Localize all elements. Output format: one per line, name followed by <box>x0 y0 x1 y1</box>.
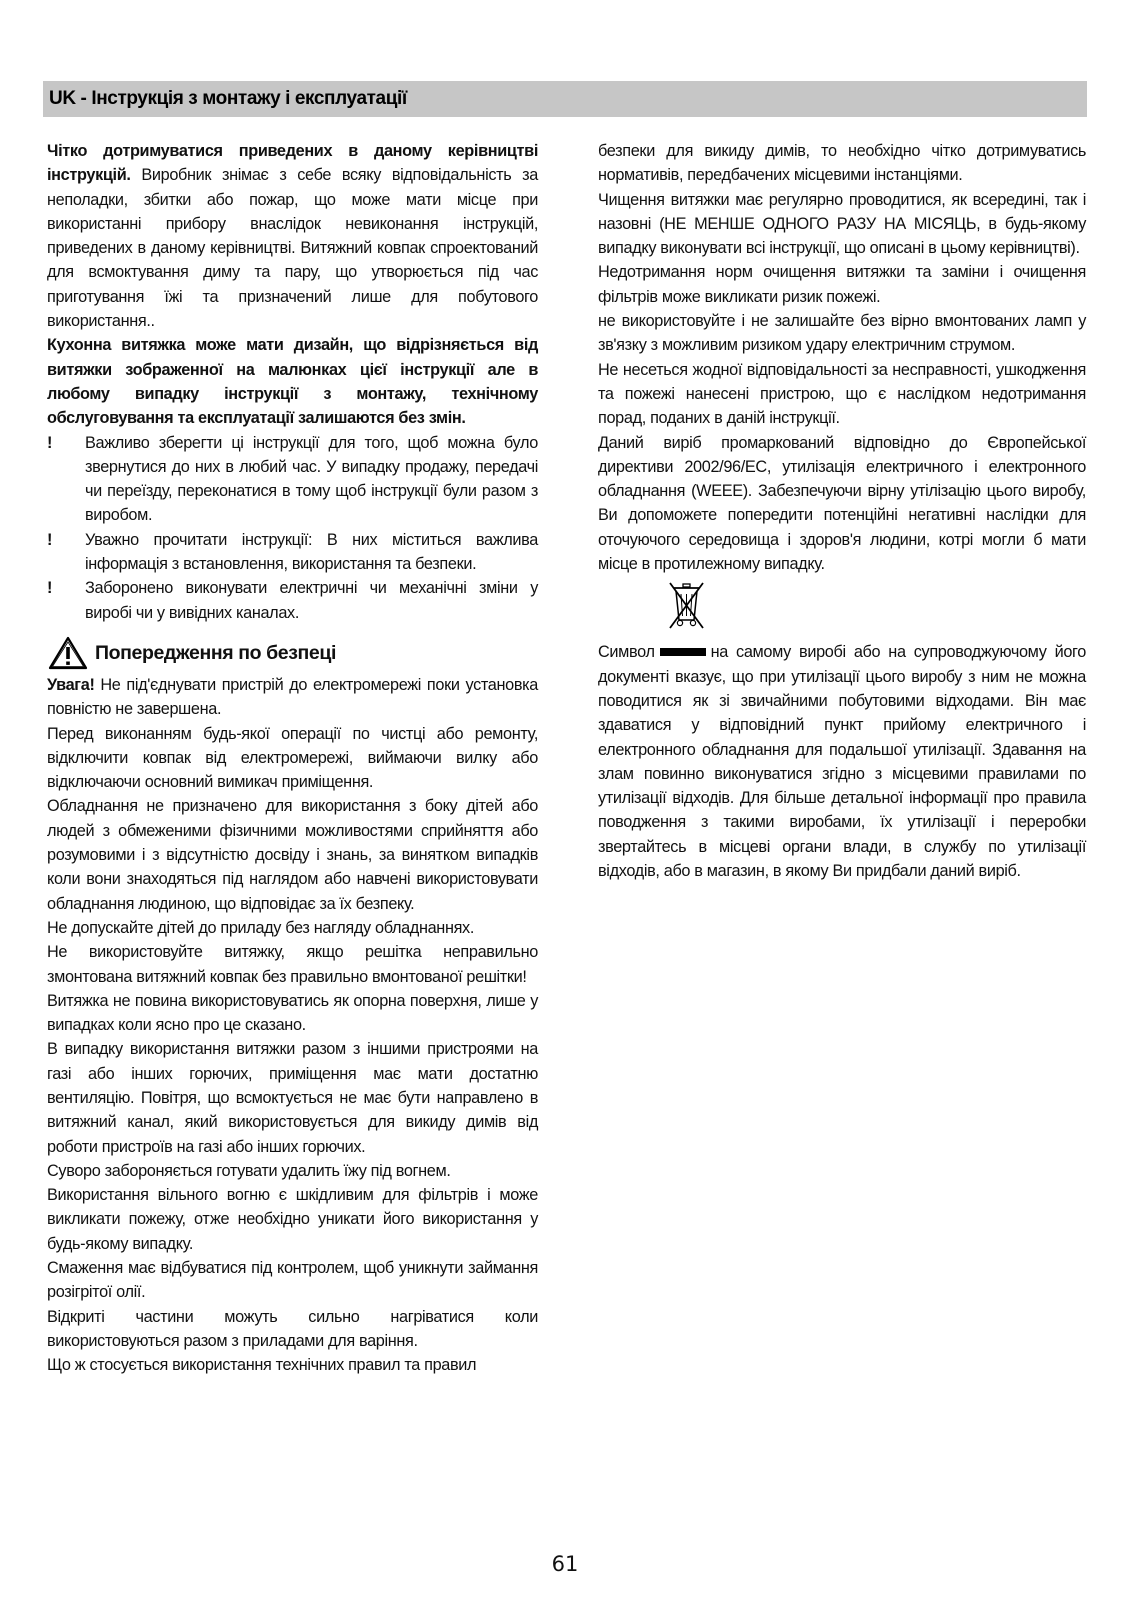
warning-label: Увага! <box>47 675 95 694</box>
paragraph: Обладнання не призначено для використання з боку дітей або людей з обмеженими фізичними можливостями сприйняття або розумовими і з відсутністю досвіду і знань, за винятком випадків коли вони знаходяться під наглядом або навчені використовувати обладнання людиною, що відповідає за їх безпеку. <box>47 797 538 913</box>
paragraph: Чищення витяжки має регулярно проводитися, як всередині, так і назовні (НЕ МЕНШЕ ОДНОГО РАЗУ НА МІСЯЦЬ, в будь-якому випадку виконувати всі інструкції, що описані в цьому керівництві). <box>598 190 1086 258</box>
right-column <box>598 139 1086 883</box>
paragraph: В випадку використання витяжки разом з іншими пристроями на газі або інших горючих, приміщення має мати достатню вентиляцію. Повітря, що всмоктується не має бути направлено в витяжний канал, який використовується для викиду димів від роботи пристроїв на газі або інших горючих. <box>47 1040 538 1156</box>
exclamation-mark: ! <box>47 530 53 549</box>
paragraph: Відкриті частини можуть сильно нагріватися коли використовуються разом з приладами для варіння. <box>47 1307 538 1350</box>
section-title: UK - Інструкція з монтажу і експлуатації <box>49 88 407 109</box>
left-column <box>47 139 538 1378</box>
paragraph: безпеки для викиду димів, то необхідно чітко дотримуватись нормативів, передбачених місцевими інстанціями. <box>598 142 1086 185</box>
bullet-text: Важливо зберегти ці інструкції для того, щоб можна було звернутися до них в любий час. У випадку продажу, передачі чи переїзду, переконатися в тому щоб інструкції були разом з виробом. <box>85 433 538 525</box>
paragraph: Витяжка не повина використовуватись як опорна поверхня, лише у випадках коли ясно про це сказано. <box>47 991 538 1035</box>
bullet-item <box>47 431 538 528</box>
symbol-word: Символ <box>598 643 655 662</box>
paragraph: Не використовуйте витяжку, якщо решітка неправильно змонтована витяжний ковпак без правильно вмонтованої решітки! <box>47 943 538 986</box>
safety-heading <box>47 634 538 672</box>
warning-text: Не під'єднувати пристрій до електромережі поки установка повністю не завершена. <box>47 675 538 719</box>
bullet-item <box>47 528 538 577</box>
paragraph: не використовуйте і не залишайте без вірно вмонтованих ламп у зв'язку з можливим ризиком удару електричним струмом. <box>598 312 1086 355</box>
paragraph: Перед виконанням будь-якої операції по чистці або ремонту, відключити ковпак від електромережі, виймаючи вилку або відключаючи основний вимикач приміщення. <box>47 724 538 792</box>
paragraph: Що ж стосується використання технічних правил та правил <box>47 1356 477 1375</box>
bullet-text: Заборонено виконувати електричні чи механічні зміни у виробі чи у вивідних каналах. <box>85 579 538 622</box>
paragraph: Смаження має відбуватися під контролем, щоб уникнути займання розігрітої олії. <box>47 1259 538 1302</box>
intro-paragraph <box>47 139 538 333</box>
paragraph: Даний виріб промаркований відповідно до Європейської директиви 2002/96/EC, утилізація електричного і електронного обладнання (WEEE). Забезпечуючи вірну утілізацію цього виробу, Ви допоможете попередити потенційні негативні наслідки для оточуючого середовища і здоров'я людини, котрі могли б мати місце в протилежному випадку. <box>598 433 1086 574</box>
safety-title: Попередження по безпеці <box>95 641 336 664</box>
section-header-bar <box>43 81 1087 117</box>
design-note: Кухонна витяжка може мати дизайн, що відрізняється від витяжки зображенної на малюнках цієї інструкції але в любому випадку інструкції з монтажу, технічному обслуговування та експлуатації залишаются без змін. <box>47 336 538 428</box>
paragraph: Не несеться жодної відповідальності за несправності, ушкодження та пожежі нанесені пристрою, що є наслідком недотримання порад, поданих в даній інструкції. <box>598 360 1086 428</box>
black-bar-symbol <box>660 648 706 656</box>
paragraph: Суворо забороняється готувати удалить їжу під вогнем. <box>47 1161 451 1180</box>
bullet-text: Уважно прочитати інструкції: В них міститься важлива інформація з встановлення, використання та безпеки. <box>85 530 538 574</box>
symbol-text: на самому виробі або на супроводжуючому його документі вказує, що при утилізації цього виробу з ним не можна поводитися як зі звичайними побутовими відходами. Він має здаватися у відповідний пункт прийому електричного і електронного обладнання для подальшої утилізації. Здавання на злам повинно виконуватися згідно з місцевими правилами по утилізації відходів. Для більше детальної інформації про правила поводження з такими виробами, їх утилізації і переробки звертайтесь в місцеві органи влади, в службу по утилізації відходів, або в магазин, в якому Ви придбали даний виріб. <box>598 643 1086 881</box>
intro-text: Виробник знімає з себе всяку відповідальність за неполадки, збитки або пожар, що може мати місце при використанні прибору внаслідок невиконання інструкцій, приведених в даному керівництві. Витяжний ковпак спроектований для всмоктування диму та пару, що утворюється під час приготування їжі та призначений лише для побутового використання.. <box>47 166 538 331</box>
paragraph: Не допускайте дітей до приладу без нагляду обладнаннях. <box>47 918 475 937</box>
weee-symbol <box>598 580 1086 638</box>
paragraph: Використання вільного вогню є шкідливим для фільтрів і може викликати пожежу, отже необхідно уникати його використання у будь-якому випадку. <box>47 1186 538 1253</box>
bullet-item <box>47 576 538 625</box>
intro-bold: Чітко дотримуватися приведених в даному керівництві інструкцій. <box>47 142 538 185</box>
exclamation-mark: ! <box>47 579 53 598</box>
symbol-paragraph <box>598 640 1086 883</box>
warning-triangle-icon <box>47 635 89 671</box>
paragraph: Недотримання норм очищення витяжки та заміни і очищення фільтрів може викликати ризик пожежі. <box>598 263 1086 306</box>
page-number: 61 <box>551 1552 579 1576</box>
crossed-bin-icon <box>666 580 706 634</box>
warning-paragraph <box>47 673 538 722</box>
exclamation-mark: ! <box>47 433 53 452</box>
